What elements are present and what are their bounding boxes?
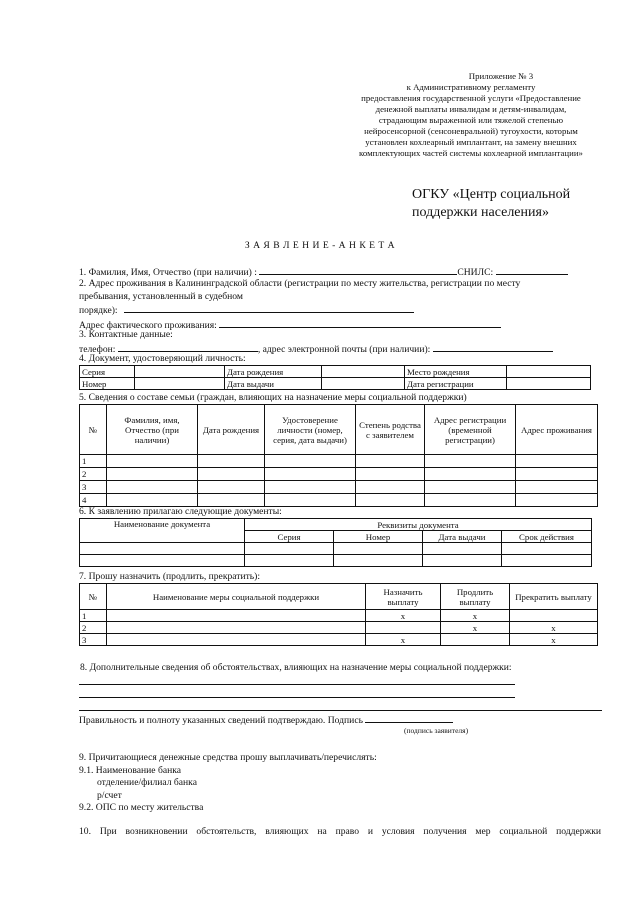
col-reg-address: Адрес регистрации (временной регистрации) <box>425 405 516 455</box>
table-row <box>80 610 598 622</box>
table-row <box>80 622 598 634</box>
identity-document-table <box>79 365 591 390</box>
cell[interactable] <box>265 468 356 481</box>
col-number: № <box>80 584 107 610</box>
birth-date-cell[interactable] <box>322 366 405 378</box>
col-doc-number: Номер <box>334 531 423 543</box>
col-birth: Дата рождения <box>198 405 265 455</box>
col-doc-series: Серия <box>245 531 334 543</box>
cell[interactable] <box>245 555 334 567</box>
cell[interactable] <box>107 481 198 494</box>
assign-mark[interactable]: x <box>366 610 441 622</box>
appendix-line: страдающим выраженной или тяжелой степенью <box>378 115 564 125</box>
extend-mark[interactable]: x <box>441 610 510 622</box>
row-number: 2 <box>80 468 107 481</box>
cell[interactable] <box>425 494 516 507</box>
assign-mark[interactable]: x <box>366 634 441 646</box>
appendix-block <box>330 71 612 159</box>
cell[interactable] <box>80 555 245 567</box>
email-label: , адрес электронной почты (при наличии): <box>257 343 431 355</box>
cell[interactable] <box>198 455 265 468</box>
cell[interactable] <box>334 555 423 567</box>
cell[interactable] <box>356 494 425 507</box>
actual-address-label: Адрес фактического проживания: <box>79 319 217 331</box>
reg-address-label-3: порядке): <box>79 305 118 317</box>
table-row <box>80 555 592 567</box>
series-label: Серия <box>80 366 135 378</box>
section-5-label: 5. Сведения о составе семьи (граждан, влияющих на назначение меры социальной поддержки) <box>79 392 467 403</box>
fio-field[interactable] <box>259 265 457 275</box>
recipient-line: ОГКУ «Центр социальной <box>412 187 571 202</box>
col-assign: Назначить выплату <box>366 584 441 610</box>
phone-field[interactable] <box>118 342 258 352</box>
recipient <box>412 186 570 222</box>
cell[interactable] <box>198 494 265 507</box>
reg-date-label: Дата регистрации <box>405 378 507 390</box>
terminate-mark[interactable] <box>510 610 598 622</box>
confirmation <box>79 713 453 728</box>
col-doc-issue: Дата выдачи <box>423 531 502 543</box>
number-label: Номер <box>80 378 135 390</box>
series-cell[interactable] <box>135 366 225 378</box>
assign-mark[interactable] <box>366 622 441 634</box>
col-doc-validity: Срок действия <box>502 531 592 543</box>
cell[interactable] <box>334 543 423 555</box>
recipient-line: поддержки населения» <box>412 205 549 220</box>
birth-date-label: Дата рождения <box>225 366 322 378</box>
cell[interactable] <box>502 543 592 555</box>
family-table <box>79 404 598 507</box>
reg-address-label: 2. Адрес проживания в Калининградской области (регистрации по месту жительства, регистрации по месту <box>79 278 521 289</box>
reg-date-cell[interactable] <box>507 378 591 390</box>
additional-info-line[interactable] <box>79 684 515 685</box>
cell[interactable] <box>265 455 356 468</box>
issue-date-label: Дата выдачи <box>225 378 322 390</box>
col-address: Адрес проживания <box>516 405 598 455</box>
additional-info-line[interactable] <box>79 697 515 698</box>
extend-mark[interactable] <box>441 634 510 646</box>
row-number: 2 <box>80 622 107 634</box>
col-measure: Наименование меры социальной поддержки <box>107 584 366 610</box>
signature-caption: (подпись заявителя) <box>404 726 469 735</box>
terminate-mark[interactable]: x <box>510 622 598 634</box>
phone-label: телефон: <box>79 343 116 355</box>
cell[interactable] <box>516 468 598 481</box>
row-number: 4 <box>80 494 107 507</box>
appendix-line: денежной выплаты инвалидам и детям-инвалидам, <box>375 104 567 114</box>
table-row <box>80 543 592 555</box>
cell[interactable] <box>107 494 198 507</box>
contacts-label: 3. Контактные данные: <box>79 329 173 340</box>
section-6-label: 6. К заявлению прилагаю следующие документы: <box>79 506 282 517</box>
col-extend: Продлить выплату <box>441 584 510 610</box>
bank-branch-label: отделение/филиал банка <box>97 777 197 789</box>
snils-label: СНИЛС: <box>457 267 494 278</box>
payment-label: 9. Причитающиеся денежные средства прошу выплачивать/перечислять: <box>79 752 377 763</box>
cell[interactable] <box>265 494 356 507</box>
cell[interactable] <box>107 468 198 481</box>
snils-field[interactable] <box>496 265 568 275</box>
section-7-label: 7. Прошу назначить (продлить, прекратить): <box>79 571 261 582</box>
measure-cell[interactable] <box>107 622 366 634</box>
cell[interactable] <box>425 481 516 494</box>
appendix-line: установлен кохлеарный имплантант, на замену внешних <box>365 137 577 147</box>
table-row <box>80 481 598 494</box>
issue-date-cell[interactable] <box>322 378 405 390</box>
email-field[interactable] <box>433 342 553 352</box>
row-number: 3 <box>80 481 107 494</box>
number-cell[interactable] <box>135 378 225 390</box>
birth-place-cell[interactable] <box>507 366 591 378</box>
row-number: 1 <box>80 610 107 622</box>
bank-name-label: 9.1. Наименование банка <box>79 764 182 776</box>
cell[interactable] <box>356 455 425 468</box>
col-doc-requisites: Реквизиты документа <box>245 519 592 531</box>
cell[interactable] <box>516 481 598 494</box>
cell[interactable] <box>425 455 516 468</box>
col-identity: Удостоверение личности (номер, серия, дата выдачи) <box>265 405 356 455</box>
account-label: р/счет <box>97 789 122 801</box>
page-title: З А Я В Л Е Н И Е - А Н К Е Т А <box>244 240 396 251</box>
measure-cell[interactable] <box>107 610 366 622</box>
appendix-line: комплектующих частей системы кохлеарной имплантации» <box>359 148 583 158</box>
cell[interactable] <box>356 468 425 481</box>
row-number: 1 <box>80 455 107 468</box>
appendix-line: предоставления государственной услуги «Предоставление <box>361 93 581 103</box>
section-4-label: 4. Документ, удостоверяющий личность: <box>79 353 246 364</box>
cell[interactable] <box>516 455 598 468</box>
cell[interactable] <box>423 555 502 567</box>
confirmation-text: Правильность и полноту указанных сведений подтверждаю. Подпись <box>79 715 363 726</box>
documents-table <box>79 518 592 567</box>
row-number: 3 <box>80 634 107 646</box>
cell[interactable] <box>425 468 516 481</box>
section-2 <box>79 278 609 332</box>
cell[interactable] <box>107 455 198 468</box>
cell[interactable] <box>198 468 265 481</box>
table-row <box>80 468 598 481</box>
table-row <box>80 455 598 468</box>
actual-address-field[interactable] <box>219 318 501 328</box>
appendix-line: нейросенсорной (сенсоневральной) тугоухости, которым <box>364 126 578 136</box>
measures-table <box>79 583 598 646</box>
post-office-label: 9.2. ОПС по месту жительства <box>79 802 204 814</box>
col-fio: Фамилия, имя, Отчество (при наличии) <box>107 405 198 455</box>
reg-address-field[interactable] <box>124 303 414 313</box>
cell[interactable] <box>356 481 425 494</box>
fio-label: 1. Фамилия, Имя, Отчество (при наличии) : <box>79 267 257 278</box>
table-row <box>80 494 598 507</box>
appendix-line: Приложение № 3 <box>468 71 534 81</box>
cell[interactable] <box>265 481 356 494</box>
extend-mark[interactable]: x <box>441 622 510 634</box>
measure-cell[interactable] <box>107 634 366 646</box>
birth-place-label: Место рождения <box>405 366 507 378</box>
separator-line <box>79 710 602 711</box>
col-relation: Степень родства с заявителем <box>356 405 425 455</box>
terminate-mark[interactable]: x <box>510 634 598 646</box>
cell[interactable] <box>423 543 502 555</box>
col-terminate: Прекратить выплату <box>510 584 598 610</box>
cell[interactable] <box>80 543 245 555</box>
cell[interactable] <box>502 555 592 567</box>
section-8-label: 8. Дополнительные сведения об обстоятельствах, влияющих на назначение меры социальной поддержки: <box>80 662 512 673</box>
appendix-line: к Административному регламенту <box>406 82 536 92</box>
signature-field[interactable] <box>365 713 453 723</box>
col-doc-name: Наименование документа <box>80 519 245 543</box>
reg-address-label-2: пребывания, установленный в судебном <box>79 290 243 302</box>
section-9 <box>79 752 377 815</box>
col-number: № <box>80 405 107 455</box>
cell[interactable] <box>245 543 334 555</box>
cell[interactable] <box>198 481 265 494</box>
section-10-label: 10. При возникновении обстоятельств, влияющих на право и условия получения мер социальной поддержки <box>79 826 601 837</box>
cell[interactable] <box>516 494 598 507</box>
table-row <box>80 634 598 646</box>
